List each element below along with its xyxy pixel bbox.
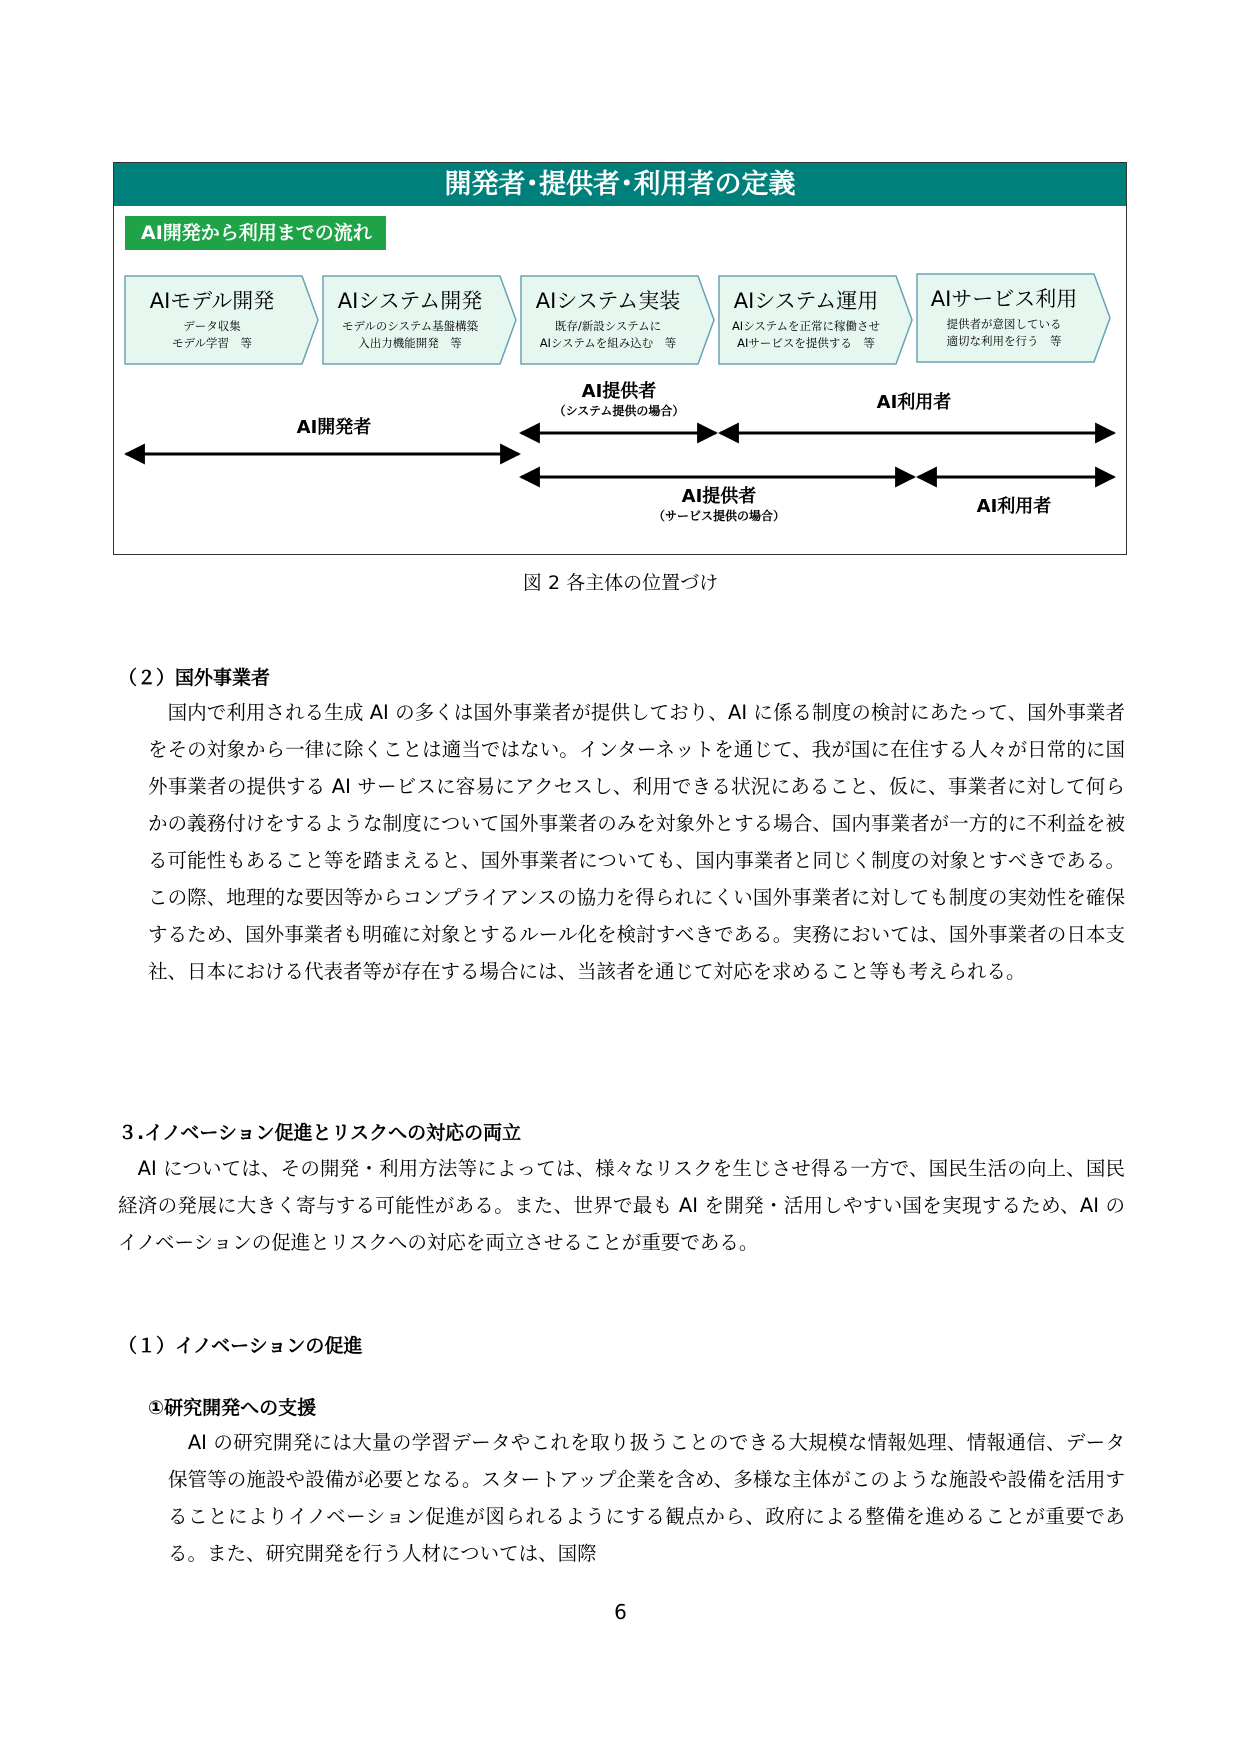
step-desc-line: 提供者が意図している <box>946 317 1062 331</box>
step-desc-line: 適切な利用を行う 等 <box>946 334 1062 348</box>
step-title: AIシステム開発 <box>337 289 483 313</box>
role-user-top <box>834 392 994 414</box>
step-title: AIサービス利用 <box>930 287 1078 311</box>
flow-label: AI開発から利用までの流れ <box>125 216 386 250</box>
paragraph-rd-support: AI の研究開発には大量の学習データやこれを取り扱うことのできる大規模な情報処理、情報通信、データ保管等の施設や設備が必要となる。スタートアップ企業を含め、多様な主体がこのような施設や設備を活用することによりイノベーション促進が図られるようにする観点から、政府による整備を進めることが重要である。また、研究開発を行う人材については、国際 <box>168 1431 1125 1565</box>
section-heading-foreign-operators: （２）国外事業者 <box>118 667 271 689</box>
role-provider-system <box>534 381 704 419</box>
paragraph-foreign-operators: 国内で利用される生成 AI の多くは国外事業者が提供しており、AI に係る制度の検討にあたって、国外事業者をその対象から一律に除くことは適当ではない。インターネットを通じて、我が国に在住する人々が日常的に国外事業者の提供する AI サービスに容易にアクセスし、利用できる状況にあること、仮に、事業者に対して何らかの義務付けをするような制度について国外事業者のみを対象外とする場合、国内事業者が一方的に不利益を被る可能性もあること等を踏まえると、国外事業者についても、国内事業者と同じく制度の対象とすべきである。この際、地理的な要因等からコンプライアンスの協力を得られにくい国外事業者に対しても制度の実効性を確保するため、国外事業者も明確に対象とするルール化を検討すべきである。実務においては、国外事業者の日本支社、日本における代表者等が存在する場合には、当該者を通じて対応を求めること等も考えられる。 <box>148 701 1125 983</box>
role-sublabel: （サービス提供の場合） <box>652 509 785 523</box>
step-title: AIシステム実装 <box>535 289 681 313</box>
role-sublabel: （システム提供の場合） <box>553 404 685 418</box>
role-user-bottom <box>934 496 1094 518</box>
role-provider-service <box>634 486 804 524</box>
section-heading-innovation-promotion: （１）イノベーションの促進 <box>118 1335 363 1357</box>
step-title: AIシステム運用 <box>733 289 879 313</box>
page-number: 6 <box>614 1600 627 1624</box>
step-desc-line: モデル学習 等 <box>172 336 252 350</box>
step-desc-line: モデルのシステム基盤構築 <box>341 319 479 333</box>
role-label: AI提供者 <box>681 486 757 507</box>
step-desc-line: AIサービスを提供する 等 <box>737 336 875 350</box>
role-label: AI開発者 <box>296 417 372 438</box>
role-developer <box>254 417 414 439</box>
figure-caption: 図 2 各主体の位置づけ <box>522 572 719 594</box>
step-title: AIモデル開発 <box>149 289 275 313</box>
step-desc-line: 既存/新設システムに <box>554 319 662 333</box>
role-label: AI提供者 <box>581 381 657 402</box>
step-desc-line: 入出力機能開発 等 <box>358 336 462 350</box>
section-heading-rd-support: ①研究開発への支援 <box>148 1397 317 1419</box>
step-desc-line: AIシステムを正常に稼働させ <box>731 319 881 333</box>
figure-title: 開発者･提供者･利用者の定義 <box>114 163 1126 206</box>
paragraph-innovation-risk: AI については、その開発・利用方法等によっては、様々なリスクを生じさせ得る一方で、国民生活の向上、国民経済の発展に大きく寄与する可能性がある。また、世界で最も AI を開発・活用しやすい国を実現するため、AI のイノベーションの促進とリスクへの対応を両立させることが重要である。 <box>118 1157 1125 1254</box>
role-label: AI利用者 <box>876 392 952 413</box>
step-desc-line: データ収集 <box>183 319 241 333</box>
step-desc-line: AIシステムを組み込む 等 <box>539 336 677 350</box>
role-label: AI利用者 <box>976 496 1052 517</box>
role-definition-figure <box>113 162 1127 555</box>
section-heading-innovation-risk: ３.イノベーション促進とリスクへの対応の両立 <box>118 1122 522 1144</box>
